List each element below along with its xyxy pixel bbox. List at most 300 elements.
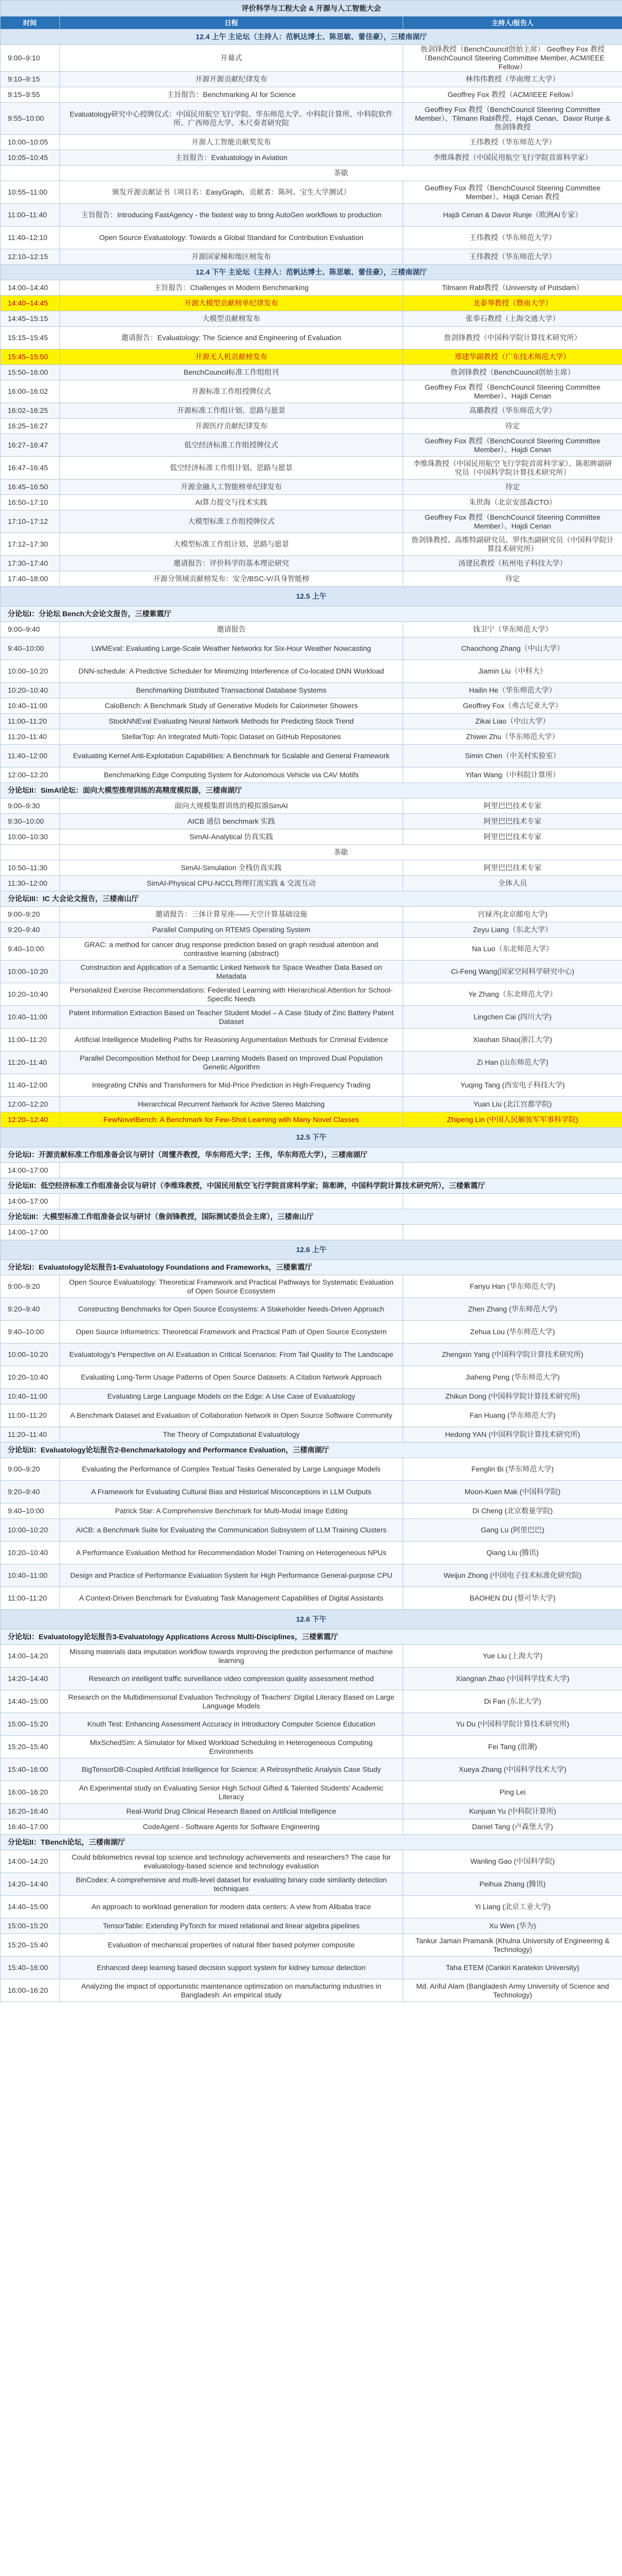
- time-cell: 15:50–16:00: [1, 365, 60, 380]
- session-header-row: [1, 1128, 622, 1147]
- host-cell: Xueya Zhang (中国科学技术大学): [403, 1758, 622, 1781]
- time-cell: 10:00–10:20: [1, 1343, 60, 1366]
- program-cell: 开源分领域贡献榜发布：安全/BSC-V/具身智能榜: [60, 571, 403, 587]
- table-row: [1, 1389, 622, 1404]
- host-cell: 龙泰琴教授（暨南大学）: [403, 296, 622, 311]
- time-cell: 14:20–14:40: [1, 1668, 60, 1690]
- time-cell: 16:20–16:40: [1, 1804, 60, 1819]
- table-row: [1, 150, 622, 166]
- program-cell: SimAI-Simulation 全栈仿真实践: [60, 860, 403, 876]
- program-cell: Analyzing the impact of opportunistic maintenance optimization on manufacturing industries in Bangladesh: An empirical study: [60, 1979, 403, 2002]
- time-cell: 17:40–18:00: [1, 571, 60, 587]
- host-cell: Jiamin Liu（中科大）: [403, 660, 622, 683]
- program-cell: 低空经济标准工作组计划、思路与愿景: [60, 457, 403, 479]
- time-cell: 10:40–11:00: [1, 698, 60, 714]
- program-cell: GRAC: a method for cancer drug response prediction based on graph residual attention and contrastive learning (abstract): [60, 938, 403, 961]
- table-row: [1, 135, 622, 150]
- host-cell: 钱卫宁（华东师范大学）: [403, 622, 622, 637]
- forum-title: 分论坛II：Evaluatology论坛报告2-Benchmarkatology and Performance Evaluation，三楼南湖厅: [1, 1443, 622, 1458]
- host-cell: Di Cheng (北京数量学院): [403, 1503, 622, 1519]
- table-row: [1, 365, 622, 380]
- program-cell: Construction and Application of a Semantic Linked Network for Space Weather Data Based on Metadata: [60, 961, 403, 983]
- program-cell: 大模型标准工作组计划、思路与愿景: [60, 533, 403, 556]
- host-cell: 阿里巴巴技术专家: [403, 798, 622, 814]
- program-cell: 低空经济标准工作组授牌仪式: [60, 434, 403, 457]
- title-row: [1, 1, 622, 17]
- time-cell: 10:00–10:05: [1, 135, 60, 150]
- host-cell: Zi Han (山东师范大学): [403, 1051, 622, 1074]
- program-cell: Patrick Star: A Comprehensive Benchmark for Multi-Modal Image Editing: [60, 1503, 403, 1519]
- session-title: 12.4 上午 主论坛（主持人：范帆达博士、陈思敏、蕾佳豪），三楼南湖厅: [1, 29, 622, 45]
- table-row: [1, 204, 622, 227]
- host-cell: Md. Ariful Alam (Bangladesh Army University of Science and Technology): [403, 1979, 622, 2002]
- program-cell: BenchCouncil标准工作组组刊: [60, 365, 403, 380]
- time-cell: 15:45–15:50: [1, 349, 60, 365]
- host-cell: Tankur Jaman Pramanik (Khulna University of Engineering & Technology): [403, 1934, 622, 1957]
- table-row: [1, 745, 622, 767]
- time-cell: 10:20–10:40: [1, 683, 60, 698]
- time-cell: 10:50–11:30: [1, 860, 60, 876]
- host-cell: 待定: [403, 419, 622, 434]
- program-cell: Open Source Informetrics: Theoretical Framework and Practical Path of Open Source Ecosystem: [60, 1321, 403, 1343]
- host-cell: 待定: [403, 571, 622, 587]
- program-cell: 大模型贡献榜发布: [60, 311, 403, 327]
- program-cell: Constructing Benchmarks for Open Source Ecosystems: A Stakeholder Needs-Driven Approach: [60, 1298, 403, 1321]
- table-row: [1, 1587, 622, 1610]
- time-cell: 10:00–10:20: [1, 660, 60, 683]
- time-cell: 14:40–14:45: [1, 296, 60, 311]
- host-cell: 邢建华副教授（广东技术师范大学）: [403, 349, 622, 365]
- time-cell: 11:40–12:10: [1, 227, 60, 249]
- table-row: [1, 495, 622, 510]
- host-cell: 汤建民教授（杭州电子科技大学）: [403, 556, 622, 571]
- host-cell: Zeyu Liang（东北大学）: [403, 922, 622, 938]
- forum-header-row: [1, 1443, 622, 1458]
- host-cell: 詹剑锋教授（BenchCouncil创始主席） Geoffrey Fox 教授（BenchCouncil Steering Committee Member, ACM/IEEE Fellow）: [403, 45, 622, 72]
- time-cell: 14:00–17:00: [1, 1225, 60, 1240]
- program-cell: SimAI-Analytical 仿真实践: [60, 829, 403, 845]
- table-row: [1, 1979, 622, 2002]
- host-cell: Zhikun Dong (中国科学院计算技术研究所): [403, 1389, 622, 1404]
- time-cell: 10:05–10:45: [1, 150, 60, 166]
- table-row: [1, 1690, 622, 1713]
- host-cell: Moon-Kuen Mak (中国科学院): [403, 1481, 622, 1503]
- program-header: 日程: [60, 17, 403, 29]
- host-cell: Kunjuan Yu (中科院计算所): [403, 1804, 622, 1819]
- table-row: [1, 983, 622, 1006]
- session-title: 12.6 下午: [1, 1610, 622, 1629]
- time-cell: 9:00–9:10: [1, 45, 60, 72]
- host-cell: 阿里巴巴技术专家: [403, 814, 622, 829]
- program-cell: AICB: a Benchmark Suite for Evaluating the Communication Subsystem of LLM Training Clusters: [60, 1519, 403, 1542]
- time-cell: 14:00–14:20: [1, 1850, 60, 1873]
- program-cell: 面向大规模集群训练的模拟器SimAI: [60, 798, 403, 814]
- time-cell: 9:40–10:00: [1, 637, 60, 660]
- table-row: [1, 419, 622, 434]
- program-cell: Missing materials data imputation workflow towards improving the prediction performance of machine learning: [60, 1645, 403, 1668]
- host-cell: Gang Lu (阿里巴巴): [403, 1519, 622, 1542]
- time-cell: 16:00–16:20: [1, 1979, 60, 2002]
- host-cell: Zhengxin Yang (中国科学院计算技术研究所): [403, 1343, 622, 1366]
- time-cell: 11:20–11:40: [1, 1051, 60, 1074]
- time-cell: 10:40–11:00: [1, 1564, 60, 1587]
- forum-title: 分论坛II：SimAI论坛：面向大模型推理训练的高精度模拟器，三楼南湖厅: [1, 783, 622, 798]
- time-cell: 16:40–17:00: [1, 1819, 60, 1835]
- program-cell: Benchmarking Edge Computing System for Autonomous Vehicle via CAV Motifs: [60, 767, 403, 783]
- program-cell: Real-World Drug Clinical Research Based on Artificial Intelligence: [60, 1804, 403, 1819]
- table-row: [1, 1275, 622, 1298]
- session-title: 12.4 下午 主论坛（主持人：范帆达博士、陈思敏、蕾佳豪），三楼南湖厅: [1, 265, 622, 280]
- host-cell: 李维珠教授（中国民用航空飞行学院首席科学家）: [403, 150, 622, 166]
- forum-header-row: [1, 1147, 622, 1163]
- host-cell: Hedong YAN (中国科学院计算技术研究所): [403, 1427, 622, 1443]
- time-cell: 15:00–15:20: [1, 1918, 60, 1934]
- program-cell: Benchmarking Distributed Transactional Database Systems: [60, 683, 403, 698]
- session-header-row: [1, 587, 622, 606]
- table-row: [1, 1804, 622, 1819]
- time-cell: 14:00–17:00: [1, 1163, 60, 1178]
- host-cell: Jiaheng Peng (华东师范大学): [403, 1366, 622, 1389]
- program-cell: Parallel Decomposition Method for Deep Learning Models Based on Improved Dual Population Genetic Algorithm: [60, 1051, 403, 1074]
- table-row: [1, 1645, 622, 1668]
- header-row: [1, 17, 622, 29]
- session-title: 12.6 上午: [1, 1240, 622, 1260]
- table-row: [1, 814, 622, 829]
- program-cell: 开源医疗贡献纪律发布: [60, 419, 403, 434]
- host-cell: Xiaohan Shao(浙江大学): [403, 1029, 622, 1051]
- program-cell: AI算力提交与技术实践: [60, 495, 403, 510]
- host-cell: Geoffrey Fox 教授（BenchCouncil Steering Committee Member）、Hajdi Cenan: [403, 434, 622, 457]
- time-cell: 11:00–11:20: [1, 1029, 60, 1051]
- table-row: [1, 622, 622, 637]
- table-row: [1, 556, 622, 571]
- program-cell: LWMEval: Evaluating Large-Scale Weather Networks for Six-Hour Weather Nowcasting: [60, 637, 403, 660]
- session-header-row: [1, 1610, 622, 1629]
- forum-header-row: [1, 783, 622, 798]
- time-cell: 16:50–17:10: [1, 495, 60, 510]
- table-row: [1, 1194, 622, 1209]
- program-cell: Design and Practice of Performance Evaluation System for High Performance General-purpose CPU: [60, 1564, 403, 1587]
- program-cell: Personalized Exercise Recommendations: Federated Learning with Hierarchical Attention for School-Specific Needs: [60, 983, 403, 1006]
- table-row: [1, 1097, 622, 1112]
- session-title: 12.5 上午: [1, 587, 622, 606]
- time-cell: 9:10–9:15: [1, 72, 60, 87]
- table-row: [1, 1321, 622, 1343]
- table-row: [1, 403, 622, 419]
- program-cell: Evaluating the Performance of Complex Textual Tasks Generated by Large Language Models: [60, 1458, 403, 1481]
- time-cell: 16:00–16:02: [1, 380, 60, 403]
- host-cell: Wanling Gao (中国科学院): [403, 1850, 622, 1873]
- table-row: [1, 798, 622, 814]
- table-row: [1, 1564, 622, 1587]
- program-cell: 开源金融人工智能榜单纪律发布: [60, 479, 403, 495]
- time-cell: 9:15–9:55: [1, 87, 60, 103]
- table-row: [1, 1404, 622, 1427]
- program-cell: Enhanced deep learning based decision support system for kidney tumour detection: [60, 1957, 403, 1979]
- time-cell: 15:00–15:20: [1, 1713, 60, 1736]
- program-cell: StellarTop: An Integrated Multi-Topic Dataset on GitHub Repositories: [60, 729, 403, 745]
- time-cell: 16:25–16:27: [1, 419, 60, 434]
- table-row: [1, 1427, 622, 1443]
- host-cell: Qiang Liu (腾讯): [403, 1542, 622, 1564]
- table-row: [1, 380, 622, 403]
- host-cell: 高璐教授（华东师范大学）: [403, 403, 622, 419]
- host-cell: Zhipeng Lin (中国人民解放军军事科学院): [403, 1112, 622, 1128]
- table-row: [1, 349, 622, 365]
- table-row: [1, 1819, 622, 1835]
- table-row: [1, 1298, 622, 1321]
- time-cell: 10:40–11:00: [1, 1389, 60, 1404]
- forum-title: 分论坛I：Evaluatology论坛报告3-Evaluatology Applications Across Multi-Disciplines，三楼紫霞厅: [1, 1629, 622, 1645]
- table-row: [1, 181, 622, 204]
- session-header-row: [1, 265, 622, 280]
- time-cell: 9:20–9:40: [1, 1298, 60, 1321]
- time-cell: 9:40–10:00: [1, 1503, 60, 1519]
- table-row: [1, 571, 622, 587]
- program-cell: MixSchedSim: A Simulator for Mixed Workload Scheduling in Heterogeneous Computing Environments: [60, 1736, 403, 1758]
- program-cell: Evaluating Large Language Models on the Edge: A Use Case of Evaluatology: [60, 1389, 403, 1404]
- table-row: [1, 1458, 622, 1481]
- table-row: [1, 1051, 622, 1074]
- table-row: [1, 660, 622, 683]
- session-title: 12.5 下午: [1, 1128, 622, 1147]
- table-row: [1, 1668, 622, 1690]
- time-cell: 9:00–9:20: [1, 1275, 60, 1298]
- host-cell: [403, 1225, 622, 1240]
- table-row: [1, 280, 622, 296]
- host-cell: 张奉石教授（上海交通大学）: [403, 311, 622, 327]
- host-cell: 宫禄齐(北京邮电大学): [403, 907, 622, 922]
- time-cell: 10:00–10:20: [1, 961, 60, 983]
- forum-header-row: [1, 1835, 622, 1850]
- time-cell: 17:10–17:12: [1, 510, 60, 533]
- table-row: [1, 1074, 622, 1097]
- host-cell: Yuqing Tang (西安电子科技大学): [403, 1074, 622, 1097]
- time-cell: 17:12–17:30: [1, 533, 60, 556]
- program-cell: An approach to workload generation for modern data centers: A view from Alibaba trace: [60, 1896, 403, 1918]
- table-row: [1, 249, 622, 265]
- program-cell: 主旨报告：Benchmarking AI for Science: [60, 87, 403, 103]
- program-cell: DNN-schedule: A Predictive Scheduler for Minimizing Interference of Co-located DNN Workload: [60, 660, 403, 683]
- program-cell: BinCodex: A comprehensive and multi-level dataset for evaluating binary code similarity detection techniques: [60, 1873, 403, 1896]
- session-header-row: [1, 29, 622, 45]
- host-cell: Fenglin Bi (华东师范大学): [403, 1458, 622, 1481]
- program-cell: Artificial Intelligence Modelling Paths for Reasoning Argumentation Methods for Criminal Evidence: [60, 1029, 403, 1051]
- host-cell: 李维珠教授（中国民用航空飞行学院首席科学家）、陈彰眸副研究员（中国科学院计算技术研究所）: [403, 457, 622, 479]
- table-row: [1, 45, 622, 72]
- program-cell: 开源国家梯和地区榜发布: [60, 249, 403, 265]
- host-cell: Ye Zhang（东北师范大学）: [403, 983, 622, 1006]
- table-row: [1, 1850, 622, 1873]
- program-cell: 开源标准工作组授牌仪式: [60, 380, 403, 403]
- host-cell: 王伟教授（华东师范大学）: [403, 249, 622, 265]
- time-cell: 9:20–9:40: [1, 1481, 60, 1503]
- program-cell: 颁发开源贡献证书（项目名：EasyGraph，贡献者：陈珂、宝生大学测试）: [60, 181, 403, 204]
- time-cell: 10:55–11:00: [1, 181, 60, 204]
- host-cell: Geoffrey Fox（弗吉尼亚大学）: [403, 698, 622, 714]
- time-cell: 15:20–15:40: [1, 1934, 60, 1957]
- time-cell: 10:20–10:40: [1, 1366, 60, 1389]
- program-cell: Evaluatology研究中心授牌仪式：中国民用航空飞行学院、华东师范大学、中科院计算所、中科院软件所、广西师范大学、木尺奏者研究院: [60, 103, 403, 135]
- program-cell: CaloBench: A Benchmark Study of Generative Models for Calorimeter Showers: [60, 698, 403, 714]
- break-row: [1, 166, 622, 181]
- program-cell: The Theory of Computational Evaluatology: [60, 1427, 403, 1443]
- program-cell: Evaluating Kernel Anti-Exploitation Capabilities: A Benchmark for Scalable and General Framework: [60, 745, 403, 767]
- program-cell: 大模型标准工作组授牌仪式: [60, 510, 403, 533]
- time-cell: 11:20–11:40: [1, 1427, 60, 1443]
- host-cell: 阿里巴巴技术专家: [403, 860, 622, 876]
- host-cell: Geoffrey Fox 教授（BenchCouncil Steering Committee Member）、Tilmann Rabl教授、Hajdi Cenan、Davor Runje & 詹剑锋教授: [403, 103, 622, 135]
- table-row: [1, 87, 622, 103]
- host-cell: Daniel Tang (卢森堡大学): [403, 1819, 622, 1835]
- forum-header-row: [1, 1178, 622, 1194]
- host-cell: Geoffrey Fox 教授（BenchCouncil Steering Committee Member）、Hajdi Cenan: [403, 510, 622, 533]
- table-row: [1, 1934, 622, 1957]
- time-cell: 11:30–12:00: [1, 876, 60, 891]
- host-cell: Zhiwei Zhu（华东师范大学）: [403, 729, 622, 745]
- time-cell: 12:10–12:15: [1, 249, 60, 265]
- program-cell: 开源开源贡献纪律发布: [60, 72, 403, 87]
- time-cell: 14:45–15:15: [1, 311, 60, 327]
- table-row: [1, 103, 622, 135]
- program-cell: 邀请报告: [60, 622, 403, 637]
- program-cell: Evaluating Long-Term Usage Patterns of Open Source Datasets: A Citation Network Approach: [60, 1366, 403, 1389]
- table-row: [1, 479, 622, 495]
- table-row: [1, 922, 622, 938]
- table-row: [1, 767, 622, 783]
- host-cell: Geoffrey Fox 教授（BenchCouncil Steering Committee Member）、Hajdi Cenan: [403, 380, 622, 403]
- host-cell: Zehua Lou (华东师范大学): [403, 1321, 622, 1343]
- table-row: [1, 1112, 622, 1128]
- time-cell: 17:30–17:40: [1, 556, 60, 571]
- time-cell: 16:27–16:47: [1, 434, 60, 457]
- time-cell: 14:20–14:40: [1, 1873, 60, 1896]
- program-cell: TensorTable: Extending PyTorch for mixed relational and linear algebra pipelines: [60, 1918, 403, 1934]
- host-cell: Na Luo（东北师范大学）: [403, 938, 622, 961]
- table-row: [1, 1736, 622, 1758]
- table-row: [1, 1781, 622, 1804]
- time-cell: 16:02–16:25: [1, 403, 60, 419]
- table-row: [1, 907, 622, 922]
- table-row: [1, 729, 622, 745]
- forum-title: 分论坛III：大模型标准工作组准备会议与研讨（詹剑锋教授，国际测试委员会主席），三楼南山厅: [1, 1209, 622, 1225]
- program-cell: 开源大模型贡献榜单纪律发布: [60, 296, 403, 311]
- time-cell: 16:45–16:50: [1, 479, 60, 495]
- table-row: [1, 1503, 622, 1519]
- host-cell: 朱世海（北京安部森CTO）: [403, 495, 622, 510]
- program-cell: AICB 通信 benchmark 实践: [60, 814, 403, 829]
- time-cell: 9:40–10:00: [1, 938, 60, 961]
- program-cell: Knuth Test: Enhancing Assessment Accuracy in Introductory Computer Science Education: [60, 1713, 403, 1736]
- program-cell: CodeAgent - Software Agents for Software Engineering: [60, 1819, 403, 1835]
- table-row: [1, 683, 622, 698]
- table-row: [1, 714, 622, 729]
- program-cell: BigTensorDB-Coupled Artificial Intelligence for Science: A Retrosynthetic Analysis Case Study: [60, 1758, 403, 1781]
- program-cell: 开源人工智能贡献奖发布: [60, 135, 403, 150]
- program-cell: StockNNEval Evaluating Neural Network Methods for Predicting Stock Trend: [60, 714, 403, 729]
- table-row: [1, 1713, 622, 1736]
- table-row: [1, 311, 622, 327]
- program-cell: 开源无人机贡献榜发布: [60, 349, 403, 365]
- host-cell: 詹剑锋教授（BenchCouncil创始主席）: [403, 365, 622, 380]
- host-cell: Geoffrey Fox 教授（BenchCouncil Steering Committee Member）、Hajdi Cenan 教授: [403, 181, 622, 204]
- time-header: 时间: [1, 17, 60, 29]
- host-cell: Yifan Wang（中科院计算所）: [403, 767, 622, 783]
- table-row: [1, 1873, 622, 1896]
- forum-title: 分论坛II：TBench论坛，三楼南湖厅: [1, 1835, 622, 1850]
- host-cell: 詹剑锋教授、高维特副研究员、罗伟杰副研究员（中国科学院计算技术研究所）: [403, 533, 622, 556]
- table-row: [1, 829, 622, 845]
- table-row: [1, 1006, 622, 1029]
- host-cell: 林伟伟教授（华南理工大学）: [403, 72, 622, 87]
- forum-header-row: [1, 1209, 622, 1225]
- host-cell: 全体人员: [403, 876, 622, 891]
- time-cell: 9:30–10:00: [1, 814, 60, 829]
- host-cell: Fei Tang (浪潮): [403, 1736, 622, 1758]
- program-cell: Research on the Multidimensional Evaluation Technology of Teachers' Digital Literacy Based on Large Language Models: [60, 1690, 403, 1713]
- host-cell: Lingchen Cai (四川大学): [403, 1006, 622, 1029]
- time-cell: 15:20–15:40: [1, 1736, 60, 1758]
- program-cell: Research on intelligent traffic surveillance video compression quality assessment method: [60, 1668, 403, 1690]
- table-row: [1, 1029, 622, 1051]
- forum-header-row: [1, 606, 622, 622]
- program-cell: Hierarchical Recurrent Network for Active Stereo Matching: [60, 1097, 403, 1112]
- break-time-cell: [1, 166, 60, 181]
- table-row: [1, 1163, 622, 1178]
- program-cell: [60, 1194, 403, 1209]
- table-row: [1, 327, 622, 349]
- time-cell: 11:20–11:40: [1, 729, 60, 745]
- time-cell: 10:00–10:20: [1, 1519, 60, 1542]
- host-cell: Yuan Liu (北江宫都学院): [403, 1097, 622, 1112]
- host-cell: BAOHEN DU (蔡可华大学): [403, 1587, 622, 1610]
- table-row: [1, 876, 622, 891]
- host-cell: Weijun Zhong (中国电子技术标准化研究院): [403, 1564, 622, 1587]
- program-cell: An Experimental study on Evaluating Senior High School Gifted & Talented Students' Academic Literacy: [60, 1781, 403, 1804]
- time-cell: 10:40–11:00: [1, 1006, 60, 1029]
- host-cell: Xiangnan Zhao (中国科学技术大学): [403, 1668, 622, 1690]
- time-cell: 16:00–16:20: [1, 1781, 60, 1804]
- host-cell: Peihua Zhang (腾讯): [403, 1873, 622, 1896]
- program-cell: Open Source Evaluatology: Theoretical Framework and Practical Pathways for Systematic Evaluation of Open Source Ecosystem: [60, 1275, 403, 1298]
- time-cell: 9:20–9:40: [1, 922, 60, 938]
- time-cell: 11:40–12:00: [1, 1074, 60, 1097]
- program-cell: A Framework for Evaluating Cultural Bias and Historical Misconceptions in LLM Outputs: [60, 1481, 403, 1503]
- table-row: [1, 510, 622, 533]
- program-cell: Evaluatology's Perspective on AI Evaluation in Critical Scenarios: From Tail Quality to The Landscape: [60, 1343, 403, 1366]
- time-cell: 11:00–11:20: [1, 714, 60, 729]
- program-cell: 主旨报告：Evaluatology in Aviation: [60, 150, 403, 166]
- time-cell: 9:55–10:00: [1, 103, 60, 135]
- table-row: [1, 434, 622, 457]
- table-row: [1, 860, 622, 876]
- program-cell: 主旨报告：Introducing FastAgency - the fastest way to bring AutoGen workflows to production: [60, 204, 403, 227]
- time-cell: 15:40–16:00: [1, 1957, 60, 1979]
- program-cell: 开幕式: [60, 45, 403, 72]
- page-title: 评价科学与工程大会 & 开源与人工智能大会: [1, 1, 622, 17]
- host-cell: Xu Wen (华为): [403, 1918, 622, 1934]
- time-cell: 14:00–14:40: [1, 280, 60, 296]
- program-cell: Evaluation of mechanical properties of natural fiber based polymer composite: [60, 1934, 403, 1957]
- host-cell: Geoffrey Fox 教授（ACM/IEEE Fellow）: [403, 87, 622, 103]
- host-cell: [403, 1194, 622, 1209]
- program-cell: [60, 1225, 403, 1240]
- time-cell: 9:00–9:40: [1, 622, 60, 637]
- time-cell: 12:00–12:20: [1, 767, 60, 783]
- program-cell: 主旨报告：Challenges in Modern Benchmarking: [60, 280, 403, 296]
- host-cell: Yu Du (中国科学院计算技术研究所): [403, 1713, 622, 1736]
- time-cell: 12:00–12:20: [1, 1097, 60, 1112]
